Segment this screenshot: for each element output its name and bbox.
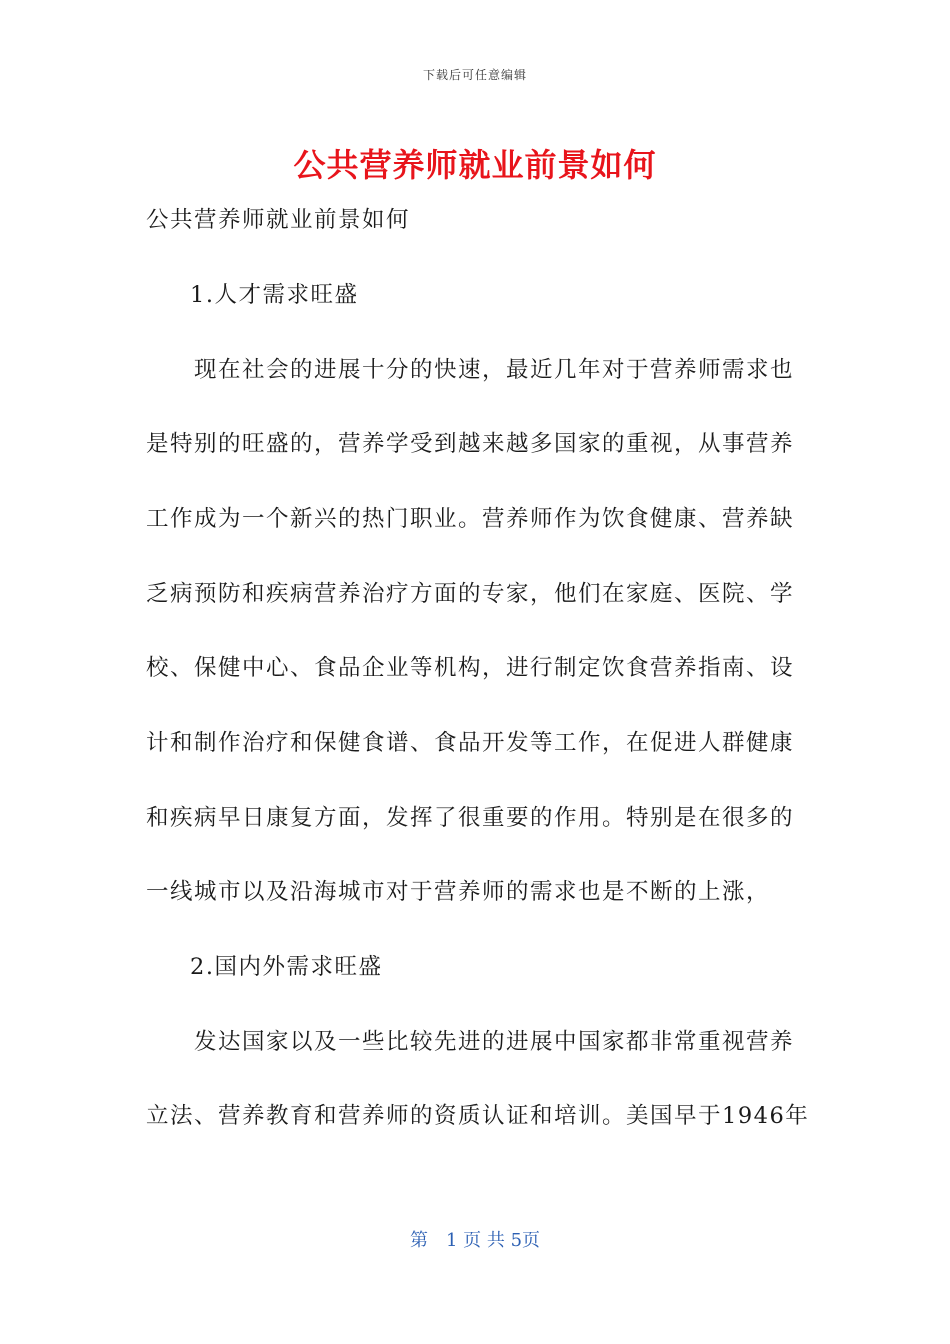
section-heading-1: 1.人才需求旺盛 bbox=[190, 282, 359, 308]
paragraph-line: 乏病预防和疾病营养治疗方面的专家，他们在家庭、医院、学 bbox=[146, 581, 795, 607]
page-footer bbox=[0, 1226, 950, 1252]
paragraph-line: 和疾病早日康复方面，发挥了很重要的作用。特别是在很多的 bbox=[146, 805, 795, 831]
paragraph-line: 立法、营养教育和营养师的资质认证和培训。美国早于1946年 bbox=[146, 1103, 810, 1129]
paragraph-line: 计和制作治疗和保健食谱、食品开发等工作，在促进人群健康 bbox=[146, 730, 795, 756]
paragraph-line: 工作成为一个新兴的热门职业。营养师作为饮食健康、营养缺 bbox=[146, 506, 795, 532]
section-heading-2: 2.国内外需求旺盛 bbox=[190, 954, 383, 980]
header-note: 下载后可任意编辑 bbox=[422, 68, 527, 82]
paragraph-line: 发达国家以及一些比较先进的进展中国家都非常重视营养 bbox=[194, 1029, 795, 1055]
document-subtitle: 公共营养师就业前景如何 bbox=[146, 207, 411, 233]
paragraph-line: 现在社会的进展十分的快速，最近几年对于营养师需求也 bbox=[194, 357, 795, 383]
paragraph-line: 一线城市以及沿海城市对于营养师的需求也是不断的上涨， bbox=[146, 879, 771, 905]
paragraph-line: 校、保健中心、食品企业等机构，进行制定饮食营养指南、设 bbox=[146, 655, 795, 681]
document-title: 公共营养师就业前景如何 bbox=[293, 146, 657, 184]
page-number: 第 1 页 共 5页 bbox=[409, 1230, 541, 1251]
paragraph-line: 是特别的旺盛的，营养学受到越来越多国家的重视，从事营养 bbox=[146, 431, 795, 457]
